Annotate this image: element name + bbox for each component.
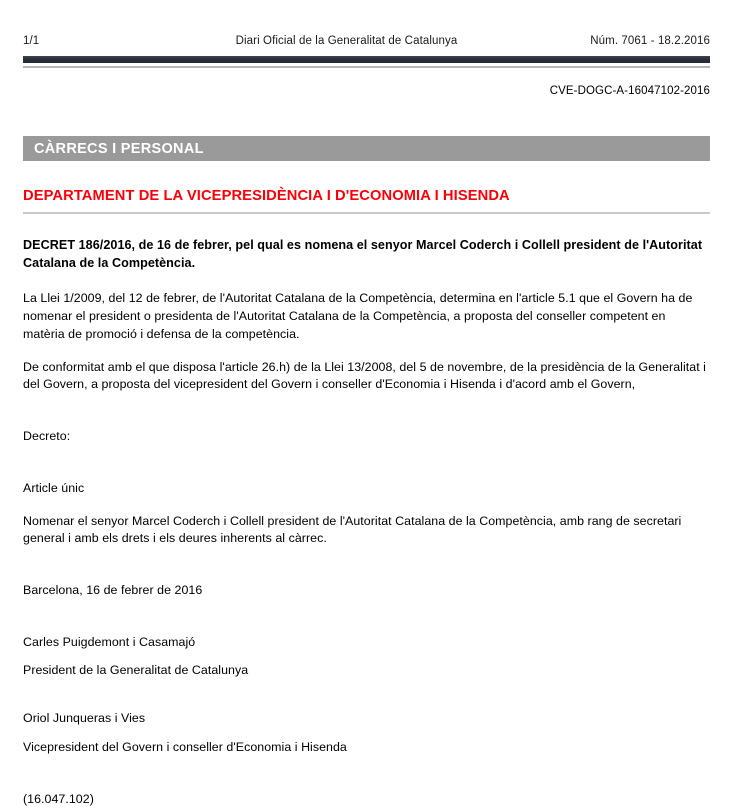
- reference-number: (16.047.102): [23, 791, 94, 806]
- spacer: [23, 548, 710, 582]
- department-heading: DEPARTAMENT DE LA VICEPRESIDÈNCIA I D'ECONOMIA I HISENDA: [23, 188, 510, 204]
- section-banner-label: CÀRRECS I PERSONAL: [34, 140, 204, 157]
- running-head: [23, 0, 710, 47]
- publication-title: Diari Oficial de la Generalitat de Catalunya: [235, 35, 458, 47]
- page-number: 1/1: [23, 35, 40, 47]
- masthead-rule: [23, 56, 710, 68]
- masthead-rule-thick: [23, 56, 710, 63]
- spacer: [23, 446, 710, 480]
- department-heading-underline: [23, 212, 710, 214]
- spacer: [23, 498, 710, 513]
- section-banner: [23, 136, 710, 161]
- spacer: [23, 651, 710, 662]
- decreto-label: Decreto:: [23, 429, 71, 444]
- issue-number-date: Núm. 7061 - 18.2.2016: [590, 35, 710, 47]
- article-text: Nomenar el senyor Marcel Coderch i Collell president de l'Autoritat Catalana de la Competència, amb rang de secretari general i amb els drets i els deures inherents al càrrec.: [23, 513, 682, 546]
- decree-paragraph-1: La Llei 1/2009, del 12 de febrer, de l'Autoritat Catalana de la Competència, determina en l'article 5.1 que el Govern ha de nomenar el president o presidenta de l'Autoritat Catalana de la Competència, a proposta del conseller competent en matèria de promoció i defensa de la competència.: [23, 291, 693, 341]
- spacer: [23, 600, 710, 634]
- place-and-date: Barcelona, 16 de febrer de 2016: [23, 583, 203, 598]
- spacer: [23, 680, 710, 710]
- masthead-rule-thin: [23, 66, 710, 68]
- spacer: [23, 272, 710, 290]
- article-label: Article únic: [23, 480, 85, 495]
- signatory-1-name: Carles Puigdemont i Casamajó: [23, 634, 196, 649]
- spacer: [23, 728, 710, 739]
- decree-paragraph-2: De conformitat amb el que disposa l'article 26.h) de la Llei 13/2008, del 5 de novembre, de la presidència de la Generalitat i del Govern, a proposta del vicepresident del Govern i conseller d'Economia i Hisenda i d'acord amb el Govern,: [23, 359, 706, 392]
- signatory-1-title: President de la Generalitat de Catalunya: [23, 663, 249, 678]
- spacer: [23, 757, 710, 791]
- spacer: [23, 394, 710, 428]
- spacer: [23, 344, 710, 359]
- cve-code: CVE-DOGC-A-16047102-2016: [549, 85, 710, 97]
- decree-title: DECRET 186/2016, de 16 de febrer, pel qual es nomena el senyor Marcel Coderch i Collell president de l'Autoritat Catalana de la Competència.: [23, 237, 703, 271]
- signatory-2-title: Vicepresident del Govern i conseller d'Economia i Hisenda: [23, 739, 347, 754]
- signatory-2-name: Oriol Junqueras i Vies: [23, 711, 146, 726]
